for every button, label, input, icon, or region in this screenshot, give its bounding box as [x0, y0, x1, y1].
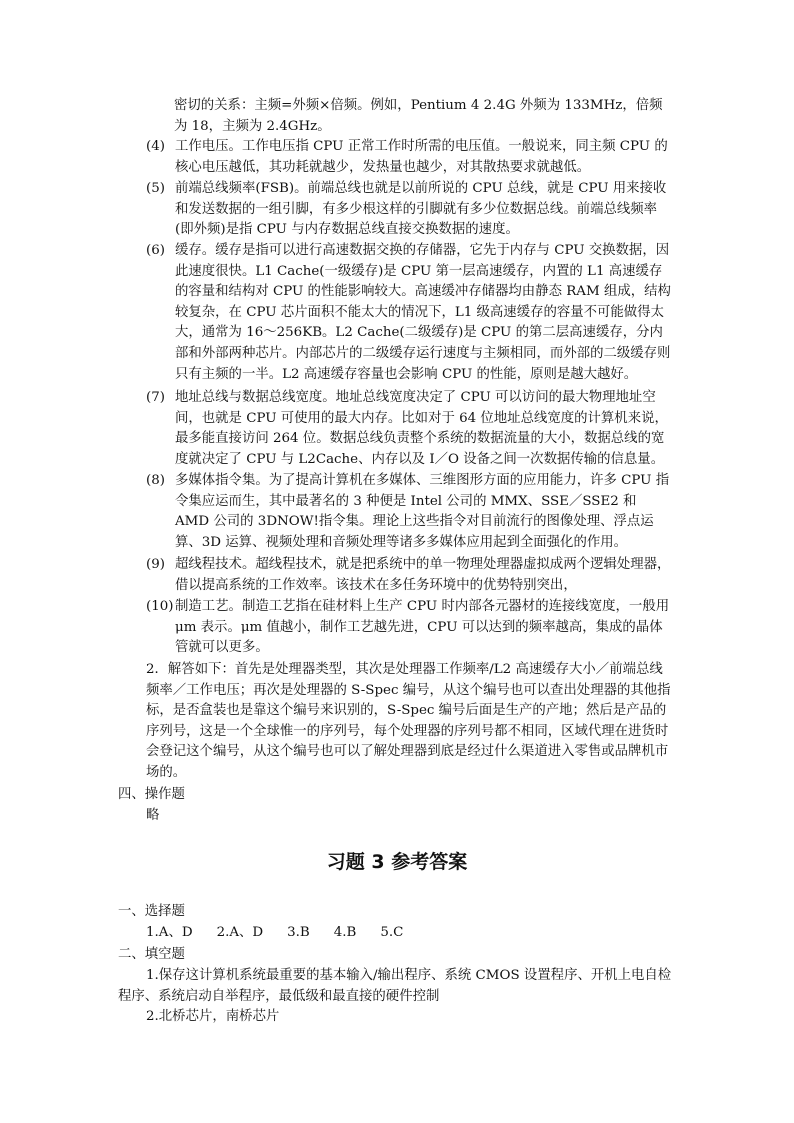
item-text: 制造工艺。制造工艺指在硅材料上生产 CPU 时内部各元器材的连接线宽度，一般用μm 表示。μm 值越小，制作工艺越先进，CPU 可以达到的频率越高，集成的晶体管就可以更多。: [175, 599, 670, 656]
choice-answers: [146, 923, 427, 944]
item-number: (4): [146, 139, 165, 154]
list-item-10: [146, 597, 674, 659]
list-item-7: [146, 388, 674, 470]
choice-answer: 4.B: [333, 925, 357, 940]
choice-answer: 1.A、D: [146, 925, 193, 940]
list-item-8: [146, 471, 674, 553]
choice-answer: 2.A、D: [216, 925, 264, 940]
list-item-6: [146, 241, 674, 385]
chapter-title: 习题 3 参考答案: [326, 851, 468, 873]
fill-answer-1: 1.保存这计算机系统最重要的基本输入/输出程序、系统 CMOS 设置程序、开机上电自检程序、系统启动自举程序，最低级和最直接的硬件控制: [118, 968, 672, 1004]
item-number: (5): [146, 181, 165, 196]
fill-answer-2: 2.北桥芯片，南桥芯片: [146, 1009, 280, 1024]
section-4-body: 略: [146, 808, 160, 823]
intro-paragraph: 密切的关系：主频=外频×倍频。例如，Pentium 4 2.4G 外频为 133MHz，倍频为 18，主频为 2.4GHz。: [174, 98, 663, 134]
item-text: 多媒体指令集。为了提高计算机在多媒体、三维图形方面的应用能力，许多 CPU 指令集应运而生，其中最著名的 3 种便是 Intel 公司的 MMX、SSE／SSE2 和 AMD 公司的 3DNOW!指令集。理论上这些指令对目前流行的图像处理、浮点运算、3D 运算、视频处理和音频处理等诸多多媒体应用起到全面强化的作用。: [175, 473, 670, 550]
answer-2-paragraph: 2．解答如下：首先是处理器类型，其次是处理器工作频率/L2 高速缓存大小／前端总线频率／工作电压；再次是处理器的 S-Spec 编号，从这个编号也可以查出处理器的其他指标，是否盒装也是靠这个编号来识别的，S-Spec 编号后面是生产的产地；然后是产品的序列号，这是一个全球惟一的序列号，每个处理器的序列号都不相同，区域代理在进货时会登记这个编号，从这个编号也可以了解处理器到底是经过什么渠道进入零售或品牌机市场的。: [146, 662, 671, 780]
item-text: 超线程技术。超线程技术，就是把系统中的单一物理处理器虚拟成两个逻辑处理器，借以提高系统的工作效率。该技术在多任务环境中的优势特别突出，: [175, 557, 671, 593]
choice-answer: 5.C: [380, 925, 404, 940]
list-item-9: [146, 555, 674, 596]
item-number: (10): [146, 599, 174, 614]
item-number: (8): [146, 473, 165, 488]
section-2-heading: 二、填空题: [118, 947, 185, 962]
item-number: (9): [146, 557, 165, 572]
list-item-4: [146, 137, 674, 178]
section-4-heading: 四、操作题: [118, 787, 185, 802]
item-text: 地址总线与数据总线宽度。地址总线宽度决定了 CPU 可以访问的最大物理地址空间，也就是 CPU 可使用的最大内存。比如对于 64 位地址总线宽度的计算机来说，最多能直接访问 264 位。数据总线负责整个系统的数据流量的大小，数据总线的宽度就决定了 CPU 与 L2Cache、内存以及 I／O 设备之间一次数据传输的信息量。: [175, 390, 668, 467]
section-1-heading: 一、选择题: [118, 904, 185, 919]
list-item-5: [146, 179, 674, 241]
item-text: 前端总线频率(FSB)。前端总线也就是以前所说的 CPU 总线，就是 CPU 用来接收和发送数据的一组引脚，有多少根这样的引脚就有多少位数据总线。前端总线频率(即外频)是指 CPU 与内存数据总线直接交换数据的速度。: [175, 181, 667, 238]
item-number: (7): [146, 390, 165, 405]
item-number: (6): [146, 243, 165, 258]
choice-answer: 3.B: [287, 925, 310, 940]
item-text: 缓存。缓存是指可以进行高速数据交换的存储器，它先于内存与 CPU 交换数据，因此速度很快。L1 Cache(一级缓存)是 CPU 第一层高速缓存，内置的 L1 高速缓存的容量和结构对 CPU 的性能影响较大。高速缓冲存储器均由静态 RAM 组成，结构较复杂，在 CPU 芯片面积不能太大的情况下，L1 级高速缓存的容量不可能做得太大，通常为 16～256KB。L2 Cache(二级缓存)是 CPU 的第二层高速缓存，分内部和外部两种芯片。内部芯片的二级缓存运行速度与主频相同，而外部的二级缓存则只有主频的一半。L2 高速缓存容量也会影响 CPU 的性能，原则是越大越好。: [175, 243, 671, 382]
item-text: 工作电压。工作电压指 CPU 正常工作时所需的电压值。一般说来，同主频 CPU 的核心电压越低，其功耗就越少，发热量也越少，对其散热要求就越低。: [175, 139, 668, 175]
